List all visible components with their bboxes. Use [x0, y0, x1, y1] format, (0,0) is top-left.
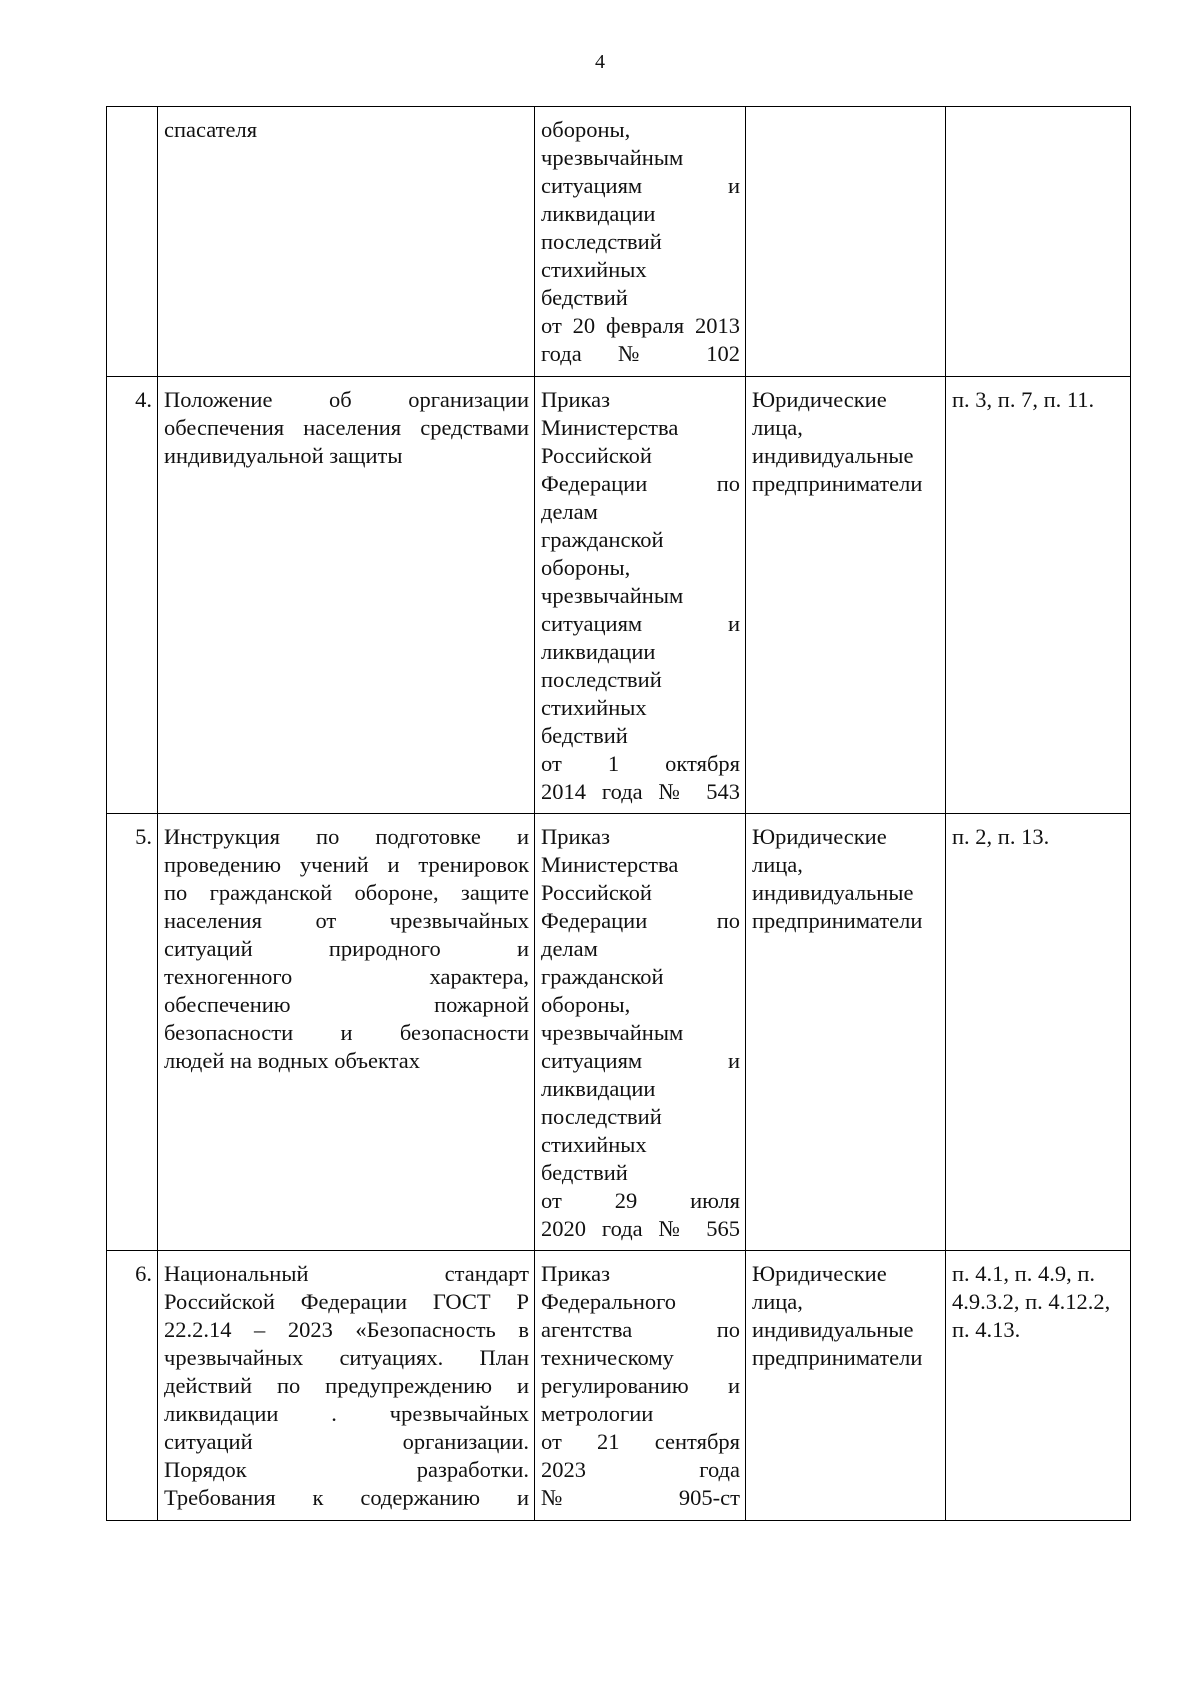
document-name-cell — [158, 377, 535, 814]
subject-cell — [746, 377, 946, 814]
cell-line: стихийных — [541, 257, 647, 282]
cell-line: последствий — [541, 229, 662, 254]
row-number: 4. — [135, 387, 152, 412]
cell-line: Приказ — [541, 824, 611, 849]
cell-line: лица, — [752, 852, 803, 877]
cell-line: ситуаций природного и — [164, 936, 529, 961]
cell-line: от 20 февраля 2013 — [541, 313, 740, 338]
legal-act-cell — [535, 107, 746, 377]
cell-line: Министерства — [541, 852, 679, 877]
document-name-cell — [158, 1251, 535, 1521]
requirements-table — [106, 106, 1131, 1521]
table-row — [107, 1251, 1131, 1521]
cell-line: спасателя — [164, 117, 258, 142]
document-name-cell — [158, 814, 535, 1251]
cell-line: Положение об организации — [164, 387, 529, 412]
cell-line: чрезвычайным — [541, 1020, 684, 1045]
cell-line: бедствий — [541, 285, 628, 310]
cell-line: 2014 года № 543 — [541, 779, 740, 804]
cell-line: обороны, — [541, 555, 631, 580]
cell-line: индивидуальной защиты — [164, 443, 403, 468]
cell-line: регулированию и — [541, 1373, 740, 1398]
items-cell — [946, 814, 1131, 1251]
cell-line: безопасности и безопасности — [164, 1020, 529, 1045]
cell-line: 22.2.14 – 2023 «Безопасность в — [164, 1317, 529, 1342]
cell-line: обороны, — [541, 117, 631, 142]
cell-line: № 905-ст — [541, 1485, 740, 1510]
cell-line: Требования к содержанию и — [164, 1485, 529, 1510]
cell-line: Инструкция по подготовке и — [164, 824, 529, 849]
cell-line: стихийных — [541, 1132, 647, 1157]
cell-line: действий по предупреждению и — [164, 1373, 529, 1398]
cell-line: лица, — [752, 415, 803, 440]
cell-line: ситуациям и — [541, 1048, 740, 1073]
cell-line: 2023 года — [541, 1457, 740, 1482]
subject-cell — [746, 107, 946, 377]
cell-line: бедствий — [541, 723, 628, 748]
cell-line: обеспечению пожарной — [164, 992, 529, 1017]
cell-line: ликвидации . чрезвычайных — [164, 1401, 529, 1426]
cell-line: Юридические — [752, 824, 887, 849]
cell-line: делам — [541, 499, 598, 524]
cell-line: Порядок разработки. — [164, 1457, 529, 1482]
table-row — [107, 814, 1131, 1251]
cell-line: от 21 сентября — [541, 1429, 740, 1454]
cell-line: техногенного характера, — [164, 964, 529, 989]
items-cell — [946, 377, 1131, 814]
cell-line: п. 4.13. — [952, 1317, 1021, 1342]
row-number-cell — [107, 814, 158, 1251]
cell-line: Министерства — [541, 415, 679, 440]
cell-line: обеспечения населения средствами — [164, 415, 529, 440]
cell-line: стихийных — [541, 695, 647, 720]
row-number: 6. — [135, 1261, 152, 1286]
subject-cell — [746, 814, 946, 1251]
cell-line: 2020 года № 565 — [541, 1216, 740, 1241]
table-body — [107, 107, 1131, 1521]
cell-line: лица, — [752, 1289, 803, 1314]
items-cell — [946, 107, 1131, 377]
cell-line: Федерации по — [541, 471, 740, 496]
cell-line: ситуаций организации. — [164, 1429, 529, 1454]
table-row — [107, 107, 1131, 377]
cell-line: последствий — [541, 667, 662, 692]
cell-line: гражданской — [541, 527, 664, 552]
legal-act-cell — [535, 814, 746, 1251]
cell-line: населения от чрезвычайных — [164, 908, 529, 933]
cell-line: от 29 июля — [541, 1188, 740, 1213]
row-number-cell — [107, 377, 158, 814]
subject-cell — [746, 1251, 946, 1521]
cell-line: ликвидации — [541, 201, 656, 226]
cell-line: года № 102 — [541, 341, 740, 366]
cell-line: людей на водных объектах — [164, 1048, 420, 1073]
cell-line: п. 3, п. 7, п. 11. — [952, 387, 1095, 412]
cell-line: гражданской — [541, 964, 664, 989]
legal-act-cell — [535, 377, 746, 814]
cell-line: ликвидации — [541, 1076, 656, 1101]
cell-line: агентства по — [541, 1317, 740, 1342]
cell-line: по гражданской обороне, защите — [164, 880, 529, 905]
cell-line: индивидуальные — [752, 880, 914, 905]
cell-line: предприниматели — [752, 908, 923, 933]
cell-line: проведению учений и тренировок — [164, 852, 529, 877]
cell-line: техническому — [541, 1345, 674, 1370]
cell-line: ситуациям и — [541, 611, 740, 636]
cell-line: Национальный стандарт — [164, 1261, 529, 1286]
cell-line: от 1 октября — [541, 751, 740, 776]
cell-line: ситуациям и — [541, 173, 740, 198]
cell-line: делам — [541, 936, 598, 961]
cell-line: Российской Федерации ГОСТ Р — [164, 1289, 529, 1314]
cell-line: бедствий — [541, 1160, 628, 1185]
cell-line: Федерации по — [541, 908, 740, 933]
cell-line: предприниматели — [752, 1345, 923, 1370]
page-number: 4 — [595, 51, 605, 73]
row-number: 5. — [135, 824, 152, 849]
cell-line: обороны, — [541, 992, 631, 1017]
cell-line: индивидуальные — [752, 443, 914, 468]
cell-line: Российской — [541, 880, 652, 905]
cell-line: чрезвычайным — [541, 583, 684, 608]
items-cell — [946, 1251, 1131, 1521]
cell-line: 4.9.3.2, п. 4.12.2, — [952, 1289, 1111, 1314]
cell-line: Приказ — [541, 387, 611, 412]
document-name-cell — [158, 107, 535, 377]
legal-act-cell — [535, 1251, 746, 1521]
cell-line: ликвидации — [541, 639, 656, 664]
cell-line: чрезвычайным — [541, 145, 684, 170]
cell-line: Юридические — [752, 387, 887, 412]
cell-line: Российской — [541, 443, 652, 468]
cell-line: предприниматели — [752, 471, 923, 496]
cell-line: Приказ — [541, 1261, 611, 1286]
row-number-cell — [107, 107, 158, 377]
cell-line: чрезвычайных ситуациях. План — [164, 1345, 529, 1370]
cell-line: Юридические — [752, 1261, 887, 1286]
cell-line: последствий — [541, 1104, 662, 1129]
cell-line: Федерального — [541, 1289, 677, 1314]
cell-line: метрологии — [541, 1401, 654, 1426]
cell-line: п. 4.1, п. 4.9, п. — [952, 1261, 1095, 1286]
cell-line: индивидуальные — [752, 1317, 914, 1342]
row-number-cell — [107, 1251, 158, 1521]
table-row — [107, 377, 1131, 814]
cell-line: п. 2, п. 13. — [952, 824, 1050, 849]
